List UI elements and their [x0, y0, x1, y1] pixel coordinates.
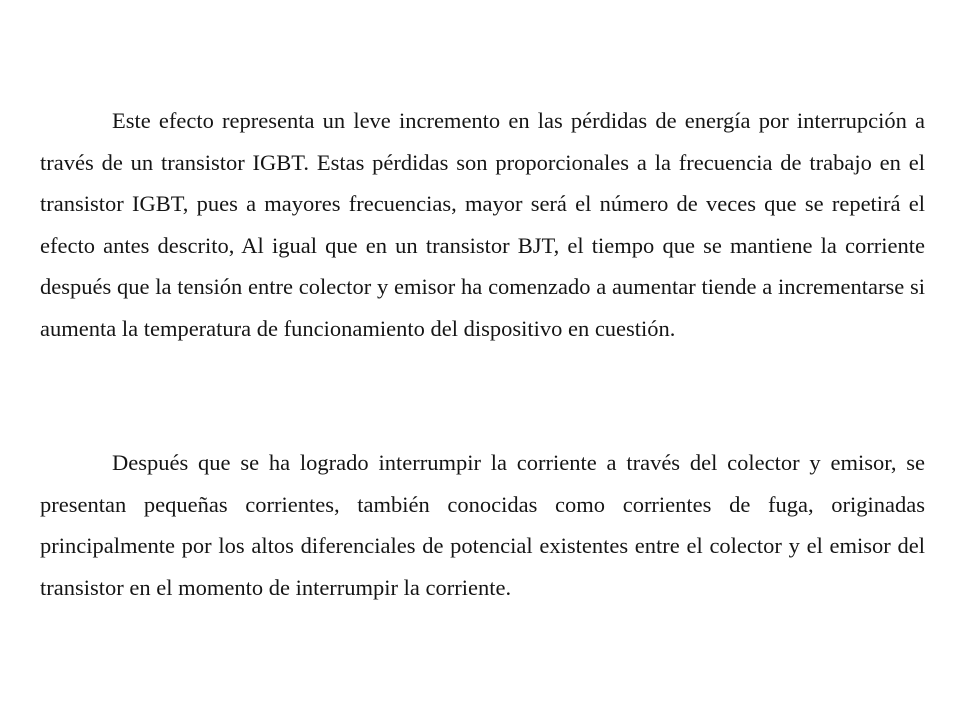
body-paragraph-2: Después que se ha logrado interrumpir la corriente a través del colector y emisor, se presentan pequeñas corrientes, también conocidas como corrientes de fuga, originadas principalmente por los altos diferenciales de potencial existentes entre el colector y el emisor del transistor en el momento de interrumpir la corriente.: [40, 450, 925, 600]
body-paragraph-1: Este efecto representa un leve incremento en las pérdidas de energía por interrupción a través de un transistor IGBT. Estas pérdidas son proporcionales a la frecuencia de trabajo en el transistor IGBT, pues a mayores frecuencias, mayor será el número de veces que se repetirá el efecto antes descrito, Al igual que en un transistor BJT, el tiempo que se mantiene la corriente después que la tensión entre colector y emisor ha comenzado a aumentar tiende a incrementarse si aumenta la temperatura de funcionamiento del dispositivo en cuestión.: [40, 108, 925, 341]
